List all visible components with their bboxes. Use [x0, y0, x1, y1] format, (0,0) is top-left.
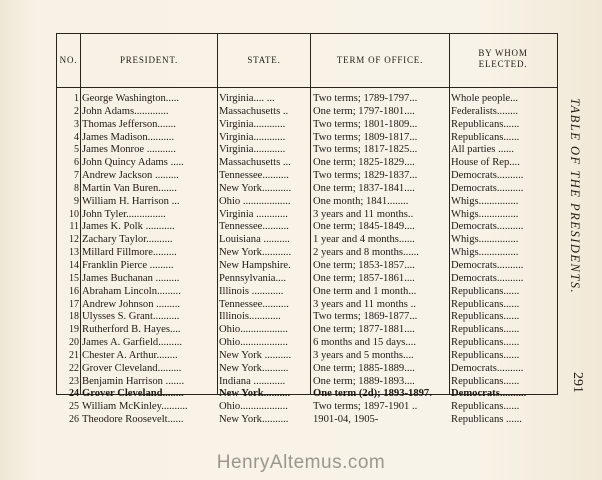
row-number: 19: [69, 324, 79, 336]
elected-by: Republicans......: [451, 311, 520, 323]
president-name: George Washington.....: [82, 93, 180, 104]
elected-by: Republicans......: [451, 375, 520, 387]
elected-by: Federalists........: [451, 105, 519, 117]
elected-by: Whigs...............: [451, 208, 519, 220]
row-number: 3: [74, 118, 79, 130]
table-row: [57, 234, 557, 247]
elected-by: Republicans......: [451, 349, 520, 361]
state-name: Massachusetts ..: [219, 105, 289, 117]
president-name: Franklin Pierce .........: [82, 259, 174, 271]
term-of-office: 1901-04, 1905-: [313, 414, 379, 426]
president-name: Grover Cleveland........: [82, 388, 184, 400]
president-name: Martin Van Buren.......: [82, 182, 177, 194]
elected-by: Democrats..........: [451, 362, 524, 374]
president-name: John Quincy Adams .....: [82, 157, 184, 169]
row-number: 20: [69, 337, 79, 349]
row-number: 8: [74, 182, 79, 194]
state-name: Ohio..................: [219, 324, 288, 336]
president-name: James Monroe ...........: [82, 144, 176, 156]
table-row: [57, 106, 557, 119]
table-row: [57, 157, 557, 170]
table-row: [57, 337, 557, 350]
president-name: James Madison..........: [82, 131, 175, 143]
term-of-office: One term and 1 month...: [313, 285, 417, 297]
elected-by: Democrats..........: [451, 170, 524, 182]
table-row: [57, 414, 557, 427]
table-row: [57, 196, 557, 209]
elected-by: Democrats..........: [451, 388, 527, 400]
elected-by: Democrats..........: [451, 182, 524, 194]
term-of-office: One term; 1837-1841....: [313, 182, 415, 194]
header-no: NO.: [59, 55, 78, 65]
term-of-office: One term; 1797-1801....: [313, 105, 415, 117]
header-state: STATE.: [247, 55, 281, 65]
term-of-office: Two terms; 1809-1817...: [313, 131, 418, 143]
table-row: [57, 311, 557, 324]
term-of-office: Two terms; 1801-1809...: [313, 118, 418, 130]
president-name: Thomas Jefferson.......: [82, 118, 176, 130]
table-row: [57, 286, 557, 299]
president-name: Grover Cleveland.........: [82, 362, 182, 374]
row-number: 2: [74, 105, 79, 117]
running-title: TABLE OF THE PRESIDENTS.: [568, 98, 582, 295]
state-name: Illinois ............: [219, 285, 284, 297]
row-number: 23: [69, 375, 79, 387]
state-name: Pennsylvania....: [219, 272, 287, 284]
president-name: Abraham Lincoln.........: [82, 285, 181, 297]
elected-by: Republicans......: [451, 324, 520, 336]
elected-by: Whole people...: [451, 93, 519, 104]
header-president: PRESIDENT.: [119, 55, 179, 65]
elected-by: Democrats..........: [451, 272, 524, 284]
state-name: Virginia.... ...: [219, 93, 275, 104]
president-name: Theodore Roosevelt......: [82, 414, 184, 426]
table-row: [57, 209, 557, 222]
elected-by: Republicans......: [451, 298, 520, 310]
elected-by: Republicans......: [451, 118, 520, 130]
elected-by: Republicans......: [451, 401, 520, 413]
president-name: John Adams.............: [82, 105, 169, 117]
president-name: Andrew Jackson .........: [82, 170, 179, 182]
term-of-office: One term; 1877-1881....: [313, 324, 415, 336]
president-name: Benjamin Harrison .......: [82, 375, 185, 387]
president-name: Zachary Taylor..........: [82, 234, 173, 246]
row-number: 4: [74, 131, 79, 143]
row-number: 21: [69, 349, 79, 361]
elected-by: Republicans......: [451, 285, 520, 297]
table-row: [57, 132, 557, 145]
state-name: Virginia............: [219, 144, 286, 156]
row-number: 1: [74, 93, 79, 104]
row-number: 6: [74, 157, 79, 169]
table-row: [57, 299, 557, 312]
presidents-table-body: [57, 93, 557, 427]
row-number: 14: [69, 259, 79, 271]
president-name: William H. Harrison ...: [82, 195, 180, 207]
row-number: 13: [69, 247, 79, 259]
term-of-office: One term; 1825-1829....: [313, 157, 415, 169]
term-of-office: 3 years and 11 months..: [313, 208, 414, 220]
header-elected-line2: ELECTED.: [478, 59, 528, 69]
term-of-office: One term; 1889-1893....: [313, 375, 415, 387]
term-of-office: Two terms; 1829-1837...: [313, 170, 418, 182]
president-name: Chester A. Arthur........: [82, 349, 178, 361]
table-row: [57, 324, 557, 337]
row-number: 24: [69, 388, 79, 400]
row-number: 5: [74, 144, 79, 156]
row-number: 9: [74, 195, 79, 207]
state-name: New York..........: [219, 414, 289, 426]
state-name: New York...........: [219, 182, 292, 194]
elected-by: All parties ......: [451, 144, 514, 156]
president-name: John Tyler...............: [82, 208, 166, 220]
president-name: Millard Fillmore.........: [82, 247, 177, 259]
state-name: Virginia............: [219, 118, 286, 130]
row-number: 26: [69, 414, 79, 426]
page-number: 291: [570, 372, 585, 393]
term-of-office: 2 years and 8 months......: [313, 247, 419, 259]
state-name: Virginia............: [219, 131, 286, 143]
state-name: Virginia ............: [219, 208, 288, 220]
side-running-title: [560, 98, 590, 318]
table-row: [57, 376, 557, 389]
table-row: [57, 363, 557, 376]
table-row: [57, 170, 557, 183]
president-name: Ulysses S. Grant..........: [82, 311, 180, 323]
term-of-office: One month; 1841........: [313, 195, 409, 207]
elected-by: House of Rep....: [451, 157, 520, 169]
header-separator: [56, 87, 558, 88]
president-name: James A. Garfield.........: [82, 337, 183, 349]
president-name: William McKinley..........: [82, 401, 188, 413]
row-number: 18: [69, 311, 79, 323]
table-row: [57, 388, 557, 401]
state-name: Massachusetts ...: [219, 157, 291, 169]
elected-by: Whigs...............: [451, 195, 519, 207]
table-row: [57, 247, 557, 260]
row-number: 25: [69, 401, 79, 413]
state-name: New York..........: [219, 362, 289, 374]
row-number: 12: [69, 234, 79, 246]
header-elected-line1: BY WHOM: [478, 48, 528, 58]
term-of-office: 3 years and 5 months....: [313, 349, 414, 361]
table-row: [57, 260, 557, 273]
state-name: Ohio..................: [219, 401, 288, 413]
president-name: Andrew Johnson .........: [82, 298, 180, 310]
elected-by: Democrats..........: [451, 221, 524, 233]
elected-by: Republicans......: [451, 131, 520, 143]
table-row: [57, 350, 557, 363]
table-row: [57, 221, 557, 234]
president-name: Rutherford B. Hayes....: [82, 324, 181, 336]
state-name: Ohio..................: [219, 337, 288, 349]
term-of-office: 6 months and 15 days....: [313, 337, 416, 349]
row-number: 11: [69, 221, 79, 233]
president-name: James Buchanan .........: [82, 272, 180, 284]
table-row: [57, 93, 557, 106]
term-of-office: 1 year and 4 months......: [313, 234, 415, 246]
state-name: Illinois............: [219, 311, 281, 323]
state-name: Tennessee..........: [219, 170, 289, 182]
state-name: New York ..........: [219, 349, 292, 361]
table-row: [57, 144, 557, 157]
term-of-office: Two terms; 1897-1901 ..: [313, 401, 418, 413]
state-name: Tennessee..........: [219, 221, 289, 233]
term-of-office: One term (2d); 1893-1897.: [313, 388, 432, 400]
president-name: James K. Polk ...........: [82, 221, 175, 233]
table-row: [57, 183, 557, 196]
row-number: 15: [69, 272, 79, 284]
term-of-office: One term; 1853-1857....: [313, 259, 415, 271]
elected-by: Whigs...............: [451, 234, 519, 246]
term-of-office: One term; 1857-1861....: [313, 272, 415, 284]
state-name: Louisiana ..........: [219, 234, 290, 246]
state-name: Indiana ............: [219, 375, 286, 387]
row-number: 17: [69, 298, 79, 310]
elected-by: Republicans ......: [451, 414, 522, 426]
watermark: HenryAltemus.com: [216, 452, 386, 473]
table-row: [57, 401, 557, 414]
elected-by: Democrats..........: [451, 259, 524, 271]
header-term: TERM OF OFFICE.: [336, 55, 424, 65]
term-of-office: Two terms; 1869-1877...: [313, 311, 418, 323]
term-of-office: One term; 1845-1849....: [313, 221, 415, 233]
state-name: New Hampshire.: [219, 259, 291, 271]
state-name: Tennessee..........: [219, 298, 289, 310]
elected-by: Republicans......: [451, 337, 520, 349]
row-number: 16: [69, 285, 79, 297]
table-row: [57, 273, 557, 286]
state-name: New York...........: [219, 247, 292, 259]
state-name: Ohio ..................: [219, 195, 291, 207]
term-of-office: Two terms; 1789-1797...: [313, 93, 418, 104]
table-row: [57, 119, 557, 132]
row-number: 10: [69, 208, 79, 220]
term-of-office: One term; 1885-1889....: [313, 362, 415, 374]
row-number: 22: [69, 362, 79, 374]
elected-by: Whigs...............: [451, 247, 519, 259]
state-name: New York..........: [219, 388, 291, 400]
row-number: 7: [74, 170, 79, 182]
term-of-office: Two terms; 1817-1825...: [313, 144, 418, 156]
term-of-office: 3 years and 11 months ..: [313, 298, 416, 310]
